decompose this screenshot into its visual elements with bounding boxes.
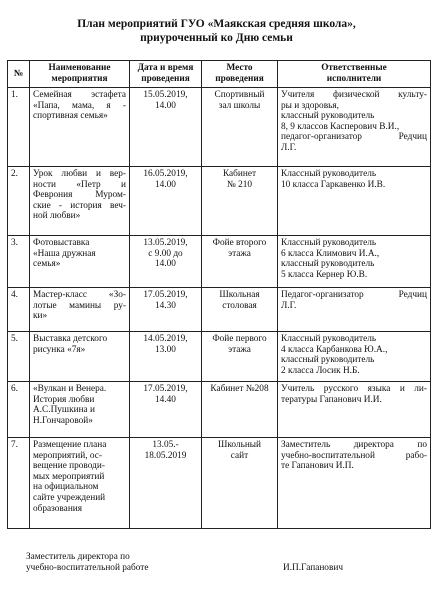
event-place-line: столовая — [222, 300, 257, 311]
event-date-line: 14.00 — [155, 259, 176, 270]
row-number: 2. — [8, 167, 30, 236]
header-name-line-2: мероприятия — [51, 74, 108, 84]
row-number: 5. — [8, 332, 30, 382]
event-responsible-line: Педагог-организатор Редчиц — [281, 290, 427, 300]
event-name — [30, 332, 130, 382]
event-place — [202, 88, 278, 167]
event-responsible-line: тературы Гапанович И.И. — [281, 394, 382, 405]
event-place — [202, 332, 278, 382]
event-name-line: образования — [33, 503, 83, 514]
table-row — [8, 88, 431, 167]
event-date-line: 13.05.- — [152, 440, 179, 450]
event-date-line: 14.30 — [155, 300, 176, 311]
event-name-line: ности «Петр и — [33, 179, 126, 190]
event-place — [202, 382, 278, 438]
event-name-line: рисунка «7я» — [33, 344, 86, 355]
event-name-line: на официальном — [33, 482, 99, 493]
event-name-line: Н.Гончаровой» — [33, 415, 93, 426]
header-resp-line-1: Ответственные — [321, 63, 387, 74]
table-row — [8, 167, 431, 236]
event-place — [202, 288, 278, 332]
event-date-line: 18.05.2019 — [144, 450, 187, 461]
event-name-line: Размещение плана — [33, 440, 107, 450]
header-num: № — [8, 61, 30, 88]
event-date — [130, 288, 202, 332]
event-name-line: ной любви» — [33, 211, 81, 222]
event-responsible-line: ры и здоровья, — [281, 100, 339, 111]
event-name — [30, 288, 130, 332]
event-date — [130, 236, 202, 288]
event-name-line: ские - история веч- — [33, 200, 126, 211]
event-place-line: этажа — [228, 248, 251, 259]
table-header-row — [8, 61, 431, 88]
table-row — [8, 236, 431, 288]
event-name-line: вещение проводи- — [33, 461, 105, 472]
event-name-line: «Наша дружная — [33, 248, 96, 259]
event-place — [202, 167, 278, 236]
signature-position — [26, 552, 148, 574]
title-line-2: приуроченный ко Дню семьи — [140, 32, 293, 44]
event-date — [130, 438, 202, 529]
event-place-line: Фойе второго — [212, 238, 267, 248]
event-name-line: семья» — [33, 259, 61, 270]
header-responsible — [278, 61, 431, 88]
event-place-line: Фойе первого — [212, 334, 267, 344]
event-responsible-line: Учитель русского языка и ли- — [281, 384, 427, 394]
event-name — [30, 438, 130, 529]
event-responsible-line: 4 класса Карбанкова Ю.А., — [281, 344, 388, 355]
event-place-line: зал школы — [218, 100, 261, 111]
header-place-line-2: проведения — [215, 74, 264, 84]
event-date-line: 17.05.2019, — [143, 384, 188, 394]
event-name-line: Мастер-класс «Зо- — [33, 290, 126, 300]
event-responsible-line: 5 класса Кернер Ю.В. — [281, 269, 368, 280]
event-responsible — [278, 382, 431, 438]
event-date — [130, 88, 202, 167]
header-resp-line-2: исполнители — [326, 74, 382, 84]
event-place-line: Кабинет — [222, 169, 257, 179]
event-name — [30, 167, 130, 236]
header-date — [130, 61, 202, 88]
event-responsible-line: учебно-воспитательной рабо- — [281, 450, 427, 461]
event-place-line: Школьная — [219, 290, 260, 300]
event-date-line: 16.05.2019, — [143, 169, 188, 179]
event-date — [130, 167, 202, 236]
event-date-line: 13.05.2019, — [143, 238, 188, 248]
event-responsible-line: 2 класса Лосик Н.Б. — [281, 365, 360, 376]
event-responsible-line: Л.Г. — [281, 300, 297, 311]
event-place-line: сайт — [230, 450, 249, 461]
event-date-line: 13.00 — [155, 344, 176, 355]
event-name-line: Фотовыставка — [33, 238, 90, 248]
signature-position-line-1: Заместитель директора по — [26, 552, 130, 562]
row-number: 6. — [8, 382, 30, 438]
event-name-line: Урок любви и вер- — [33, 169, 126, 179]
event-responsible-line: 6 класса Климович И.А., — [281, 248, 380, 259]
event-responsible-line: классный руководитель — [281, 111, 375, 122]
event-responsible-line: Заместитель директора по — [281, 440, 427, 450]
header-date-line-1: Дата и время — [137, 63, 194, 74]
event-place — [202, 438, 278, 529]
event-responsible-line: Классный руководитель — [281, 169, 377, 179]
event-date-line: 15.05.2019, — [143, 90, 188, 100]
event-responsible — [278, 236, 431, 288]
event-place — [202, 236, 278, 288]
event-place-line: № 210 — [226, 179, 253, 190]
event-responsible — [278, 88, 431, 167]
event-name-line: ки» — [33, 311, 48, 322]
event-responsible-line: 8, 9 классов Касперович В.И., — [281, 121, 400, 132]
event-responsible-line: Классный руководитель — [281, 334, 377, 344]
event-responsible — [278, 332, 431, 382]
row-number: 7. — [8, 438, 30, 529]
event-date-line: с 9.00 до — [148, 248, 183, 259]
event-responsible — [278, 288, 431, 332]
event-name-line: лотые мамины ру- — [33, 300, 126, 311]
event-responsible — [278, 167, 431, 236]
title-line-1: План мероприятий ГУО «Маякская средняя школа», — [77, 18, 356, 30]
event-name-line: мых мероприятий — [33, 471, 105, 482]
event-place-line: Школьный — [217, 440, 262, 450]
event-responsible-line: Классный руководитель — [281, 238, 377, 248]
event-responsible-line: Учителя физической культу- — [281, 90, 427, 100]
signature-position-line-2: учебно-воспитательной работе — [26, 563, 149, 573]
header-place — [202, 61, 278, 88]
table-row — [8, 288, 431, 332]
event-responsible-line: педагог-организатор Редчиц — [281, 132, 427, 143]
event-name-line: А.С.Пушкина и — [33, 405, 95, 416]
event-place-line: Спортивный — [214, 90, 265, 100]
header-name-line-1: Наименование — [48, 63, 111, 74]
event-date — [130, 382, 202, 438]
event-name — [30, 88, 130, 167]
event-name-line: Феврония Муром- — [33, 190, 126, 201]
event-name — [30, 236, 130, 288]
event-date-line: 14.00 — [155, 179, 176, 190]
event-name-line: мероприятий, ос- — [33, 450, 102, 461]
event-date — [130, 332, 202, 382]
event-name — [30, 382, 130, 438]
event-name-line: спортивная семья» — [33, 111, 108, 122]
event-date-line: 14.05.2019, — [143, 334, 188, 344]
event-name-line: «Папа, мама, я - — [33, 100, 126, 111]
event-name-line: Выставка детского — [33, 334, 108, 344]
event-date-line: 14.40 — [155, 394, 176, 405]
event-place-line: Кабинет №208 — [210, 384, 269, 394]
event-date-line: 17.05.2019, — [143, 290, 188, 300]
event-date-line: 14.00 — [155, 100, 176, 111]
events-table — [7, 60, 431, 529]
document-title — [0, 17, 433, 45]
header-place-line-1: Место — [226, 63, 253, 74]
event-responsible-line: 10 класса Гаркавенко И.В. — [281, 179, 386, 190]
row-number: 1. — [8, 88, 30, 167]
table-row — [8, 382, 431, 438]
event-responsible-line: те Гапанович И.П. — [281, 461, 354, 472]
event-name-line: «Вулкан и Венера. — [33, 384, 107, 394]
table-row — [8, 332, 431, 382]
event-place-line: этажа — [228, 344, 251, 355]
table-row — [8, 438, 431, 529]
header-date-line-2: проведения — [141, 74, 190, 84]
signature-name: И.П.Гапанович — [283, 563, 343, 573]
event-responsible-line: классный руководитель — [281, 259, 375, 270]
event-responsible-line: Л.Г. — [281, 142, 297, 153]
event-name-line: История любви — [33, 394, 95, 405]
event-responsible — [278, 438, 431, 529]
row-number: 4. — [8, 288, 30, 332]
event-name-line: сайте учреждений — [33, 492, 106, 503]
event-responsible-line: классный руководитель — [281, 355, 375, 366]
header-name — [30, 61, 130, 88]
row-number: 3. — [8, 236, 30, 288]
event-name-line: Семейная эстафета — [33, 90, 126, 100]
